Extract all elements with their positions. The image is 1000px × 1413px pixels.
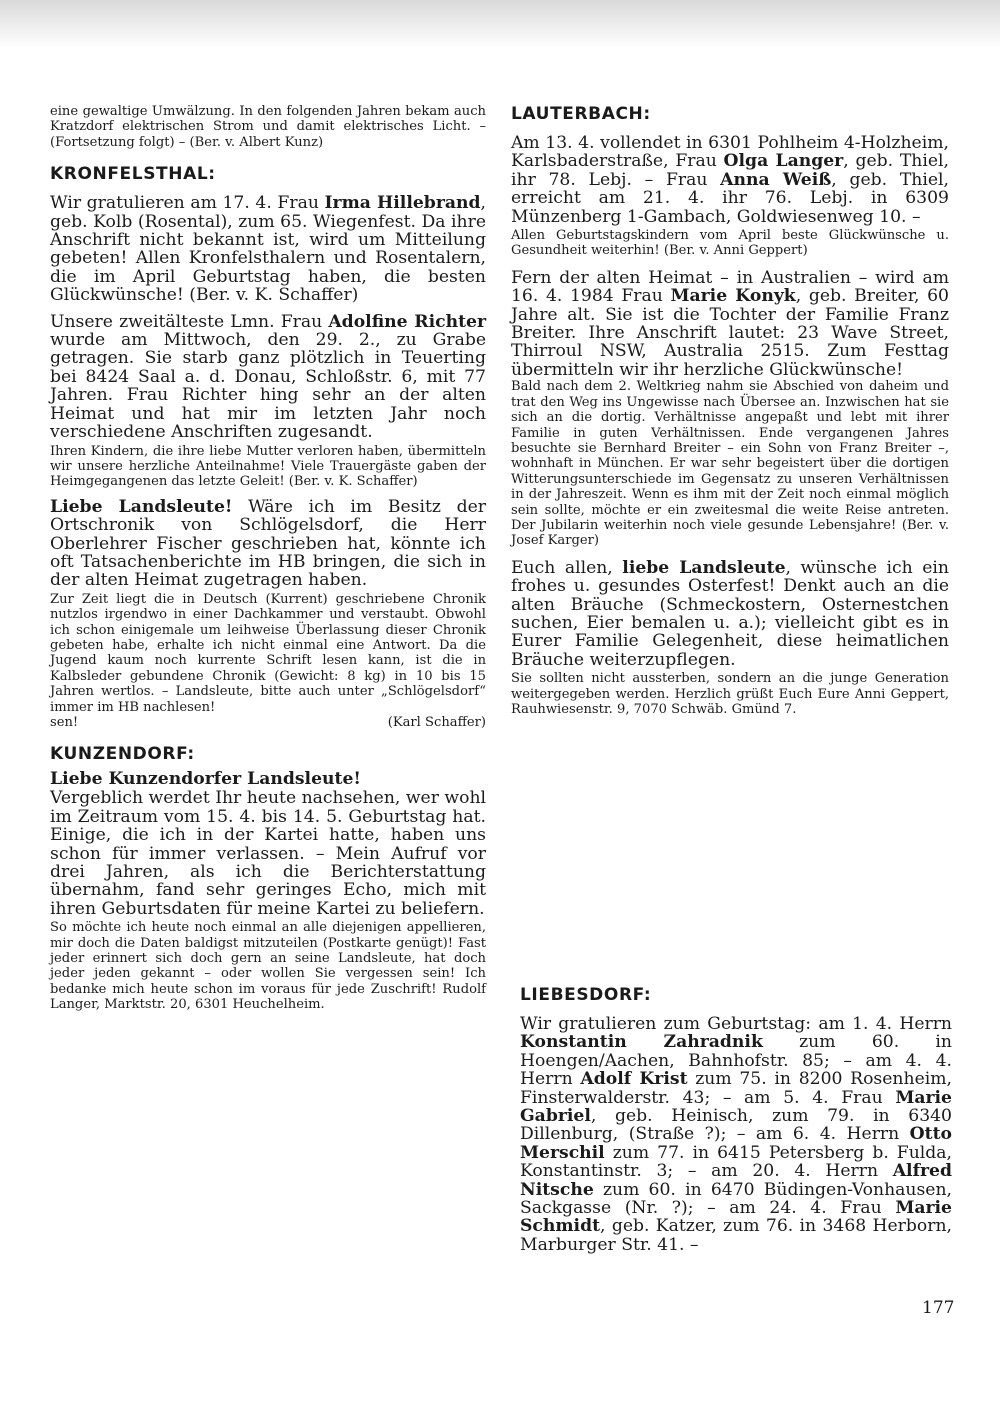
easter-greeting-paragraph: Euch allen, liebe Landsleute, wünsche ich ein frohes u. gesundes Osterfest! Denkt auch an die alten Bräuche (Schmeckostern, Osternestchen suchen, Eier bemalen u. a.); vielleicht gibt es in Eurer Familie Gelegenheit, diese heimatlichen Bräuche weiterzupflegen. [511, 557, 950, 670]
author-signature: (Karl Schaffer) [387, 715, 486, 730]
salutation: liebe Landsleute [622, 557, 786, 578]
kunzendorf-subheading: Liebe Kunzendorfer Landsleute! [50, 769, 361, 790]
person-name: Marie Schmidt [520, 1198, 952, 1237]
person-name: Marie Gabriel [520, 1087, 952, 1127]
liebesdorf-birthday-paragraph: Wir gratulieren zum Geburtstag: am 1. 4. Herrn Konstantin Zahradnik zum 60. in Hoengen/Aachen, Bahnhofstr. 85; – am 4. 4. Herrn Adolf Krist zum 75. in 8200 Rosenheim, Finsterwalderstr. 43; – am 5. 4. Frau Marie Gabriel, geb. Heinisch, zum 79. in 6340 Dillenburg, (Straße ?); – am 6. 4. Herrn Otto Merschil zum 77. in 6415 Petersberg b. Fulda, Konstantinstr. 3; – am 20. 4. Herrn Alfred Nitsche zum 60. in 6470 Büdingen-Vonhausen, Sackgasse (Nr. ?); – am 24. 4. Frau Marie Schmidt, geb. Katzer, zum 76. in 3468 Herborn, Marburger Str. 41. – [520, 1014, 952, 1255]
person-name: Irma Hillebrand [324, 193, 481, 214]
person-name: Otto Merschil [520, 1124, 952, 1163]
left-column [50, 104, 486, 1013]
person-name: Konstantin Zahradnik [520, 1032, 763, 1053]
kronfelsthal-birthday-paragraph: Wir gratulieren am 17. 4. Frau Irma Hillebrand, geb. Kolb (Rosental), zum 65. Wiegenfest. Da ihre Anschrift nicht bekannt ist, wird um Mitteilung gebeten! Allen Kronfelsthalern und Rosentalern, die im April Geburtstag haben, die besten Glückwünsche! (Ber. v. K. Schaffer) [50, 193, 486, 306]
liebesdorf-heading: LIEBESDORF: [520, 985, 652, 1005]
salutation: Liebe Landsleute! [50, 496, 233, 517]
person-name: Adolfine Richter [328, 311, 486, 332]
kunzendorf-paragraph: Vergeblich werdet Ihr heute nachsehen, wer wohl im Zeitraum vom 15. 4. bis 14. 5. Geburtstag hat. Einige, die ich in der Kartei hatte, haben uns schon für immer verlassen. – Mein Aufruf vor drei Jahren, als ich die Berichterstattung übernahm, fand sehr geringes Echo, mich mit ihren Geburtsdaten für meine Kartei zu beliefern. [50, 788, 487, 919]
kronfelsthal-obituary-paragraph: Unsere zweitälteste Lmn. Frau Adolfine Richter wurde am Mittwoch, den 29. 2., zu Grabe getragen. Sie starb ganz plötzlich in Teuerting bei 8424 Saal a. d. Donau, Schloßstr. 6, mit 77 Jahren. Frau Richter hing sehr an der alten Heimat und hat mir im letzten Jahr noch verschiedene Anschriften zugesandt. [50, 311, 486, 443]
kronfelsthal-condolence-paragraph: Ihren Kindern, die ihre liebe Mutter verloren haben, übermitteln wir unsere herzliche Anteilnahme! Viele Trauergäste gaben der Heimgegangenen das letzte Geleit! (Ber. v. K. Schaffer) [50, 443, 486, 490]
signature-line: sen! (Karl Schaffer) [50, 715, 486, 730]
lauterbach-greeting-paragraph: Allen Geburtstagskindern vom April beste Glückwünsche u. Gesundheit weiterhin! (Ber. v. Anni Geppert) [511, 228, 949, 259]
australia-detail-paragraph: Bald nach dem 2. Weltkrieg nahm sie Abschied von daheim und trat den Weg ins Ungewisse nach Übersee an. Inzwischen hat sie sich an die dortig. Verhältnisse angepaßt und lebt mit ihrer Familie in guten Verhältnissen. Ende vergangenen Jahres besuchte sie Bernhard Breiter – ein Sohn von Franz Breiter –, wohnhaft in München. Er war sehr begeistert über die dortigen Witterungsunterschiede im Gegensatz zu unseren Verhältnissen in der Jahreszeit. Wenn es ihm mit der Zeit noch einmal möglich sein sollte, möchte er ein zweitesmal die weite Reise antreten. Der Jubilarin weiterhin noch viele gesunde Lebensjahre! (Ber. v. Josef Karger) [511, 379, 949, 549]
person-name: Adolf Krist [580, 1069, 688, 1090]
kunzendorf-heading: KUNZENDORF: [50, 744, 195, 765]
lauterbach-birthday-paragraph: Am 13. 4. vollendet in 6301 Pohlheim 4-Holzheim, Karlsbaderstraße, Frau Olga Langer, geb. Thiel, ihr 78. Lebj. – Frau Anna Weiß, geb. Thiel, erreicht am 21. 4. ihr 76. Lebj. in 6309 Münzenberg 1-Gambach, Goldwiesenweg 10. – [511, 133, 950, 227]
intro-paragraph: eine gewaltige Umwälzung. In den folgenden Jahren bekam auch Kratzdorf elektrischen Strom und damit elektrisches Licht. – (Fortsetzung folgt) – (Ber. v. Albert Kunz) [50, 104, 486, 150]
australia-paragraph: Fern der alten Heimat – in Australien – wird am 16. 4. 1984 Frau Marie Konyk, geb. Breiter, 60 Jahre alt. Sie ist die Tochter der Familie Franz Breiter. Ihre Anschrift lautet: 23 Wave Street, Thirroul NSW, Australia 2515. Zum Festtag übermitteln wir ihr herzliche Glückwünsche! [511, 267, 949, 380]
person-name: Alfred Nitsche [520, 1161, 952, 1200]
kunzendorf-appeal-paragraph: So möchte ich heute noch einmal an alle diejenigen appellieren, mir doch die Daten baldigst mitzuteilen (Postkarte genügt)! Fast jeder erinnert sich doch gern an seine Landsleute, hat doch jeder jeden gekannt – oder wollen Sie vergessen sein! Ich bedanke mich heute schon im voraus für jede Zuschrift! Rudolf Langer, Marktstr. 20, 6301 Heuchelheim. [50, 920, 486, 1013]
scan-top-shadow [0, 0, 1000, 48]
lauterbach-heading: LAUTERBACH: [511, 104, 651, 124]
liebesdorf-section [520, 985, 952, 1254]
chronicle-detail-paragraph: Zur Zeit liegt die in Deutsch (Kurrent) geschriebene Chronik nutzlos irgendwo in einer Dachkammer und verstaubt. Obwohl ich schon einigemale um leihweise Überlassung dieser Chronik gebeten habe, erhalte ich nicht einmal eine Antwort. Da die Jugend kaum noch kurrente Schrift lesen kann, ist die in Kalbsleder gebundene Chronik (Gewicht: 8 kg) in 10 bis 15 Jahren wertlos. – Landsleute, bitte auch unter „Schlögelsdorf“ immer im HB nachlesen! [50, 591, 486, 715]
right-column [511, 104, 949, 717]
person-name: Marie Konyk [670, 286, 796, 307]
kronfelsthal-heading: KRONFELSTHAL: [50, 164, 216, 185]
person-name: Anna Weiß [720, 169, 832, 190]
easter-signoff-paragraph: Sie sollten nicht aussterben, sondern an die junge Generation weitergegeben werden. Herzlich grüßt Euch Eure Anni Geppert, Rauhwiesenstr. 9, 7070 Schwäb. Gmünd 7. [511, 671, 949, 717]
person-name: Olga Langer [723, 151, 844, 172]
chronicle-appeal-paragraph: Liebe Landsleute! Wäre ich im Besitz der Ortschronik von Schlögelsdorf, die Herr Oberlehrer Fischer geschrieben hat, könnte ich oft Tatsachenberichte im HB bringen, die sich in der alten Heimat zugetragen haben. [50, 496, 486, 591]
page-number: 177 [922, 1298, 955, 1318]
